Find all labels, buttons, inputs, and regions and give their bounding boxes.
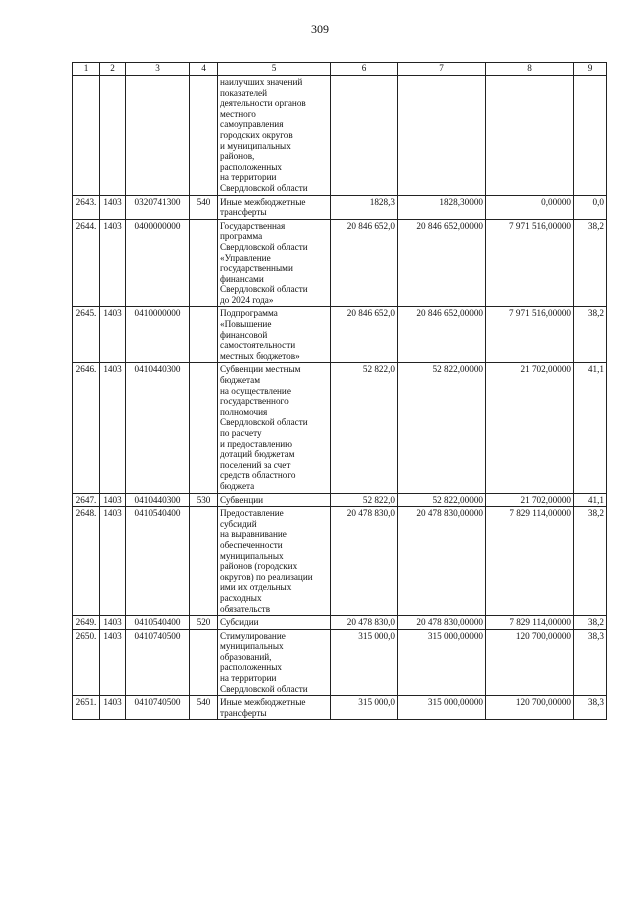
row-number-cell: 2650. xyxy=(73,629,100,696)
row-number-cell xyxy=(73,76,100,196)
name-cell: Субвенции местным бюджетам на осуществление государственного полномочия Свердловской области по расчету и предоставлению дотаций бюджетам поселений за счет средств областного бюджета xyxy=(218,363,331,493)
section-code-cell: 1403 xyxy=(100,219,126,307)
name-cell: Подпрограмма «Повышение финансовой самостоятельности местных бюджетов» xyxy=(218,307,331,363)
executed-amount-cell: 0,00000 xyxy=(486,195,574,219)
budget-table xyxy=(72,62,607,720)
table-row xyxy=(73,76,607,196)
expense-type-cell: 530 xyxy=(190,493,218,507)
expense-type-cell xyxy=(190,629,218,696)
expense-type-cell xyxy=(190,363,218,493)
expense-type-cell xyxy=(190,507,218,616)
budget-amount-cell: 20 478 830,00000 xyxy=(398,507,486,616)
row-number-cell: 2647. xyxy=(73,493,100,507)
plan-amount-cell: 1828,3 xyxy=(331,195,398,219)
target-article-cell: 0410740500 xyxy=(126,629,190,696)
table-body xyxy=(73,76,607,720)
executed-amount-cell: 7 971 516,00000 xyxy=(486,219,574,307)
percent-cell: 38,2 xyxy=(574,219,607,307)
table-row xyxy=(73,219,607,307)
row-number-cell: 2648. xyxy=(73,507,100,616)
percent-cell: 38,2 xyxy=(574,616,607,630)
plan-amount-cell: 315 000,0 xyxy=(331,629,398,696)
column-header: 4 xyxy=(190,63,218,76)
percent-cell: 38,2 xyxy=(574,307,607,363)
budget-amount-cell xyxy=(398,76,486,196)
row-number-cell: 2646. xyxy=(73,363,100,493)
column-header: 8 xyxy=(486,63,574,76)
target-article-cell: 0410540400 xyxy=(126,507,190,616)
name-cell: Стимулирование муниципальных образований, расположенных на территории Свердловской области xyxy=(218,629,331,696)
budget-amount-cell: 315 000,00000 xyxy=(398,696,486,720)
table-row xyxy=(73,616,607,630)
page-number: 309 xyxy=(311,22,329,36)
plan-amount-cell: 20 478 830,0 xyxy=(331,507,398,616)
budget-amount-cell: 315 000,00000 xyxy=(398,629,486,696)
executed-amount-cell: 21 702,00000 xyxy=(486,363,574,493)
percent-cell: 38,3 xyxy=(574,696,607,720)
expense-type-cell: 520 xyxy=(190,616,218,630)
expense-type-cell xyxy=(190,219,218,307)
executed-amount-cell: 7 829 114,00000 xyxy=(486,616,574,630)
section-code-cell: 1403 xyxy=(100,507,126,616)
budget-amount-cell: 20 846 652,00000 xyxy=(398,219,486,307)
executed-amount-cell xyxy=(486,76,574,196)
target-article-cell: 0410540400 xyxy=(126,616,190,630)
section-code-cell: 1403 xyxy=(100,629,126,696)
target-article-cell: 0320741300 xyxy=(126,195,190,219)
row-number-cell: 2649. xyxy=(73,616,100,630)
table-row xyxy=(73,363,607,493)
section-code-cell: 1403 xyxy=(100,696,126,720)
budget-amount-cell: 20 478 830,00000 xyxy=(398,616,486,630)
plan-amount-cell: 315 000,0 xyxy=(331,696,398,720)
plan-amount-cell: 20 846 652,0 xyxy=(331,307,398,363)
budget-amount-cell: 52 822,00000 xyxy=(398,363,486,493)
plan-amount-cell xyxy=(331,76,398,196)
expense-type-cell: 540 xyxy=(190,195,218,219)
column-header: 7 xyxy=(398,63,486,76)
column-header: 9 xyxy=(574,63,607,76)
percent-cell: 41,1 xyxy=(574,493,607,507)
section-code-cell: 1403 xyxy=(100,493,126,507)
target-article-cell: 0410440300 xyxy=(126,493,190,507)
expense-type-cell xyxy=(190,307,218,363)
name-cell: Государственная программа Свердловской области «Управление государственными финансами Свердловской области до 2024 года» xyxy=(218,219,331,307)
row-number-cell: 2645. xyxy=(73,307,100,363)
column-header: 6 xyxy=(331,63,398,76)
target-article-cell: 0400000000 xyxy=(126,219,190,307)
section-code-cell: 1403 xyxy=(100,307,126,363)
column-header: 5 xyxy=(218,63,331,76)
percent-cell: 0,0 xyxy=(574,195,607,219)
executed-amount-cell: 21 702,00000 xyxy=(486,493,574,507)
table-row xyxy=(73,195,607,219)
column-header: 3 xyxy=(126,63,190,76)
column-header: 2 xyxy=(100,63,126,76)
target-article-cell: 0410000000 xyxy=(126,307,190,363)
executed-amount-cell: 7 971 516,00000 xyxy=(486,307,574,363)
section-code-cell: 1403 xyxy=(100,195,126,219)
name-cell: Иные межбюджетные трансферты xyxy=(218,195,331,219)
section-code-cell: 1403 xyxy=(100,363,126,493)
executed-amount-cell: 120 700,00000 xyxy=(486,629,574,696)
budget-amount-cell: 20 846 652,00000 xyxy=(398,307,486,363)
plan-amount-cell: 20 478 830,0 xyxy=(331,616,398,630)
section-code-cell xyxy=(100,76,126,196)
percent-cell: 38,2 xyxy=(574,507,607,616)
row-number-cell: 2644. xyxy=(73,219,100,307)
executed-amount-cell: 120 700,00000 xyxy=(486,696,574,720)
percent-cell: 41,1 xyxy=(574,363,607,493)
table-row xyxy=(73,629,607,696)
target-article-cell xyxy=(126,76,190,196)
table-row xyxy=(73,493,607,507)
budget-amount-cell: 52 822,00000 xyxy=(398,493,486,507)
expense-type-cell xyxy=(190,76,218,196)
name-cell: Предоставление субсидий на выравнивание обеспеченности муниципальных районов (городских округов) по реализации ими их отдельных расходных обязательств xyxy=(218,507,331,616)
row-number-cell: 2643. xyxy=(73,195,100,219)
name-cell: Иные межбюджетные трансферты xyxy=(218,696,331,720)
target-article-cell: 0410740500 xyxy=(126,696,190,720)
row-number-cell: 2651. xyxy=(73,696,100,720)
table-row xyxy=(73,696,607,720)
header-row xyxy=(73,63,607,76)
plan-amount-cell: 52 822,0 xyxy=(331,363,398,493)
name-cell: Субсидии xyxy=(218,616,331,630)
table-row xyxy=(73,307,607,363)
percent-cell xyxy=(574,76,607,196)
budget-amount-cell: 1828,30000 xyxy=(398,195,486,219)
plan-amount-cell: 52 822,0 xyxy=(331,493,398,507)
expense-type-cell: 540 xyxy=(190,696,218,720)
table-row xyxy=(73,507,607,616)
target-article-cell: 0410440300 xyxy=(126,363,190,493)
percent-cell: 38,3 xyxy=(574,629,607,696)
plan-amount-cell: 20 846 652,0 xyxy=(331,219,398,307)
column-header: 1 xyxy=(73,63,100,76)
name-cell: Субвенции xyxy=(218,493,331,507)
name-cell: наилучших значений показателей деятельности органов местного самоуправления городских округов и муниципальных районов, расположенных на территории Свердловской области xyxy=(218,76,331,196)
section-code-cell: 1403 xyxy=(100,616,126,630)
executed-amount-cell: 7 829 114,00000 xyxy=(486,507,574,616)
